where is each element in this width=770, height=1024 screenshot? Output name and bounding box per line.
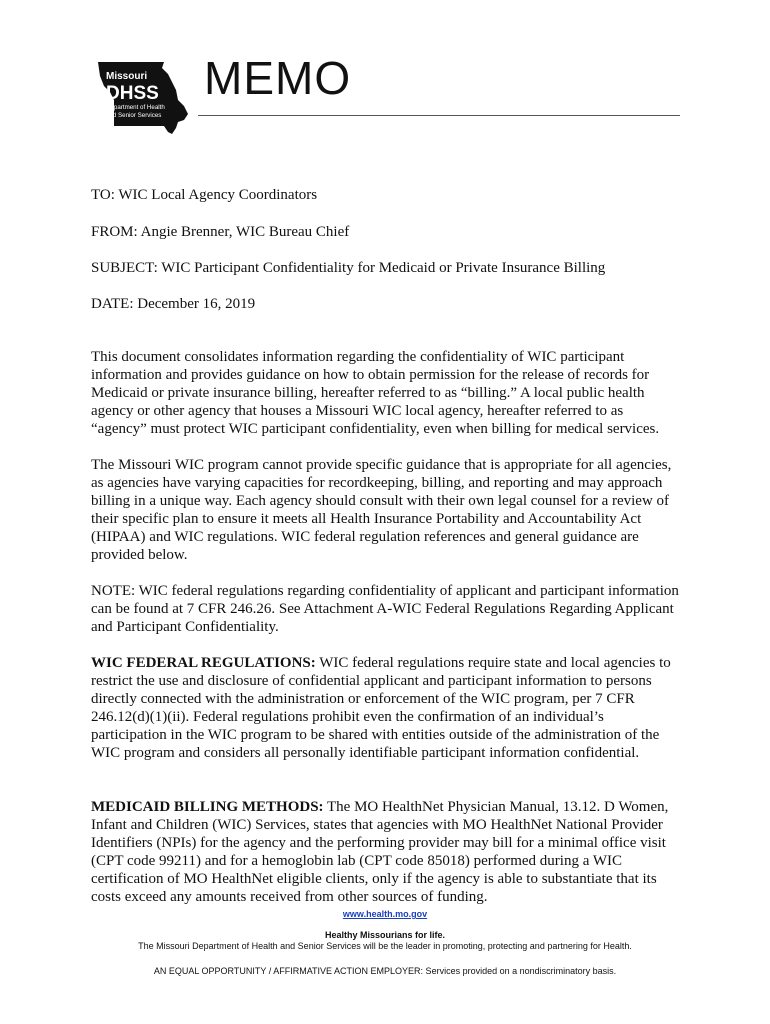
logo-line-3: Department of Health [106,104,165,111]
footer-eoe: AN EQUAL OPPORTUNITY / AFFIRMATIVE ACTION EMPLOYER: Services provided on a nondiscriminatory basis. [153,966,617,976]
federal-regulations-heading: WIC FEDERAL REGULATIONS: [91,655,316,671]
memo-date: DATE: December 16, 2019 [91,296,256,312]
body-paragraph-note: NOTE: WIC federal regulations regarding confidentiality of applicant and participant information can be found at 7 CFR 246.26. See Attachment A-WIC Federal Regulations Regarding Applicant and Participant Confidentiality. [91,583,679,635]
missouri-dhss-logo [92,60,200,136]
footer-tagline: Healthy Missourians for life. [324,930,446,940]
medicaid-billing-text: The MO HealthNet Physician Manual, 13.12. D Women, Infant and Children (WIC) Services, states that agencies with MO HealthNet National Provider Identifiers (NPIs) for the agency and the performing provider may bill for a minimal office visit (CPT code 99211) and for a hemoglobin lab (CPT code 85018) performed during a WIC certification of MO HealthNet eligible clients, only if the agency is able to substantiate that its costs exceed any amounts received from other sources of funding. [91,799,669,905]
footer-website-row [0,909,770,920]
memo-from: FROM: Angie Brenner, WIC Bureau Chief [91,224,350,240]
medicaid-billing-heading: MEDICAID BILLING METHODS: [91,799,324,815]
memo-subject: SUBJECT: WIC Participant Confidentiality for Medicaid or Private Insurance Billing [91,260,606,276]
footer-mission: The Missouri Department of Health and Senior Services will be the leader in promoting, protecting and partnering for Health. [138,941,632,951]
body-paragraph-intro: This document consolidates information regarding the confidentiality of WIC participant information and provides guidance on how to obtain permission for the release of records for Medicaid or private insurance billing, hereafter referred to as “billing.” A local public health agency or other agency that houses a Missouri WIC local agency, hereafter referred to as “agency” must protect WIC participant confidentiality, even when billing for medical services. [91,349,660,437]
logo-line-1: Missouri [106,71,148,82]
memo-body [91,348,681,924]
body-paragraph-medicaid-billing [91,798,681,906]
footer-website-link[interactable]: www.health.mo.gov [342,909,428,919]
logo-line-4: and Senior Services [106,112,162,119]
federal-regulations-text: WIC federal regulations require state and local agencies to restrict the use and disclosure of confidential applicant and participant information to persons directly connected with the administration or enforcement of the WIC program, per 7 CFR 246.12(d)(1)(ii). Federal regulations prohibit even the confirmation of an individual’s participation in the WIC program to be shared with entities outside of the administration of the WIC program and considers all personally identifiable participant information confidential. [91,655,671,761]
body-paragraph-guidance: The Missouri WIC program cannot provide specific guidance that is appropriate for all agencies, as agencies have varying capacities for recordkeeping, billing, and reporting and may approach billing in a unique way. Each agency should consult with their own legal counsel for a review of their specific plan to ensure it meets all Health Insurance Portability and Accountability Act (HIPAA) and WIC regulations. WIC federal regulation references and general guidance are provided below. [91,457,672,563]
body-paragraph-federal-regulations [91,654,681,762]
logo-line-2: DHSS [106,83,159,104]
memo-to: TO: WIC Local Agency Coordinators [91,187,318,203]
memo-title: MEMO [204,52,352,104]
memo-divider [198,115,680,116]
